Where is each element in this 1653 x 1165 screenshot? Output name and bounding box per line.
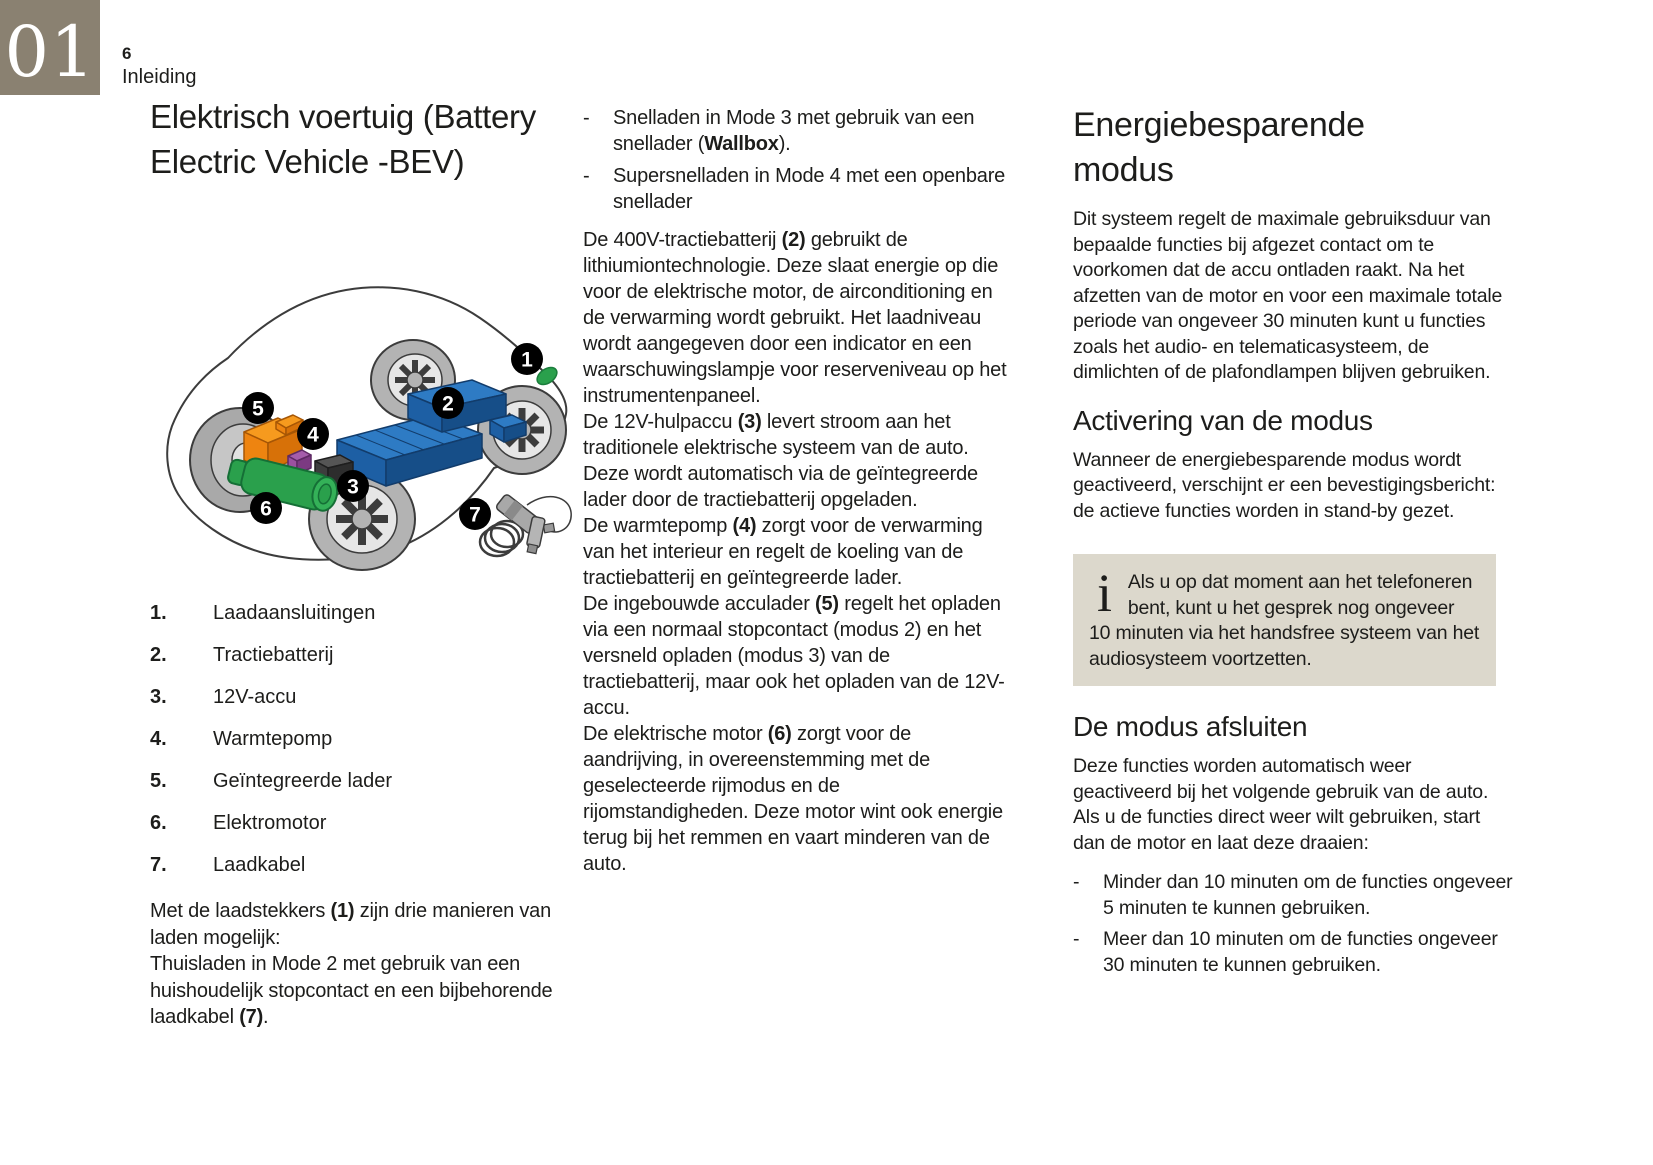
legend-number: 5. (150, 770, 167, 792)
bullet-dash: - (583, 165, 590, 187)
right-column (1073, 103, 1513, 984)
diagram-badge-4 (297, 418, 329, 450)
chapter-badge (0, 0, 100, 95)
bullet-dash: - (583, 107, 590, 129)
info-text: Als u op dat moment aan het telefoneren bent, kunt u het gesprek nog ongeveer 10 minuten via het handsfree systeem van het audiosysteem voortzetten. (1089, 571, 1480, 670)
bullet-dash: - (1073, 871, 1080, 893)
legend-row (150, 642, 585, 668)
legend-number: 2. (150, 644, 167, 666)
legend-row (150, 600, 585, 626)
paragraph: De elektrische motor (6) zorgt voor de aandrijving, in overeenstemming met de geselecteerde rijmodus en de rijomstandigheden. Deze motor wint ook energie terug bij het remmen en vaart minderen van de auto. (583, 723, 1003, 875)
diagram-badge-3 (337, 470, 369, 502)
legend-row (150, 684, 585, 710)
legend-label: Warmtepomp (213, 728, 333, 750)
list-item (1073, 870, 1513, 921)
exit-bullet-list (1073, 870, 1513, 978)
diagram-badge-7 (459, 498, 491, 530)
bullet-text: Snelladen in Mode 3 met gebruik van een snellader (Wallbox). (613, 107, 975, 155)
svg-text:6: 6 (260, 497, 272, 521)
chapter-number: 01 (4, 10, 96, 93)
list-item (583, 163, 1010, 215)
charging-cable-illustration (480, 493, 571, 556)
section-heading: Energiebesparende modus (1073, 106, 1365, 189)
legend-label: Laadaansluitingen (213, 602, 376, 624)
svg-text:3: 3 (347, 475, 359, 499)
legend-row (150, 810, 585, 836)
legend-number: 1. (150, 602, 167, 624)
legend-label: Geïntegreerde lader (213, 770, 393, 792)
activation-paragraph: Wanneer de energiebesparende modus wordt geactiveerd, verschijnt er een bevestigingsbericht: de actieve functies worden in stand-by gezet. (1073, 448, 1496, 522)
bullet-text: Meer dan 10 minuten om de functies ongeveer 30 minuten te kunnen gebruiken. (1103, 928, 1498, 976)
legend-label: 12V-accu (213, 686, 297, 708)
paragraph: De 400V-tractiebatterij (2) gebruikt de lithiumiontechnologie. Deze slaat energie op die voor de elektrische motor, de airconditioning en de verwarming wordt gebruikt. Het laadniveau wordt aangegeven door een indicator en een waarschuwingslampje voor reserveniveau op het instrumentenpaneel. (583, 229, 1007, 407)
bullet-dash: - (1073, 928, 1080, 950)
diagram-badge-5 (242, 392, 274, 424)
info-icon: i (1097, 563, 1112, 623)
section-intro: Dit systeem regelt de maximale gebruiksduur van bepaalde functies bij afgezet contact om te voorkomen dat de accu ontladen raakt. Na het afzetten van de motor en voor een maximale totale periode van ongeveer 30 minuten kunt u functies zoals het audio- en telematicasysteem, de dimlichten of de plafondlampen blijven gebruiken. (1073, 208, 1503, 383)
diagram-badge-1 (511, 343, 543, 375)
svg-text:7: 7 (469, 503, 481, 527)
exit-paragraph: Deze functies worden automatisch weer geactiveerd bij het volgende gebruik van de auto. Als u de functies direct weer wilt gebruiken, start dan de motor en laat deze draaien: (1073, 755, 1489, 854)
svg-text:2: 2 (442, 392, 454, 416)
paragraph: De 12V-hulpaccu (3) levert stroom aan het traditionele elektrische systeem van de auto. Deze wordt automatisch via de geïntegreerde lader door de tractiebatterij opgeladen. (583, 411, 978, 511)
legend-number: 3. (150, 686, 167, 708)
diagram-badge-6 (250, 492, 282, 524)
legend-number: 6. (150, 812, 167, 834)
legend-label: Laadkabel (213, 854, 306, 876)
legend-number: 7. (150, 854, 167, 876)
info-box (1073, 554, 1496, 686)
subsection-heading-activation: Activering van de modus (1073, 404, 1373, 436)
subsection-heading-exit: De modus afsluiten (1073, 711, 1308, 742)
component-descriptions (583, 227, 1010, 877)
legend-number: 4. (150, 728, 167, 750)
bullet-text: Minder dan 10 minuten om de functies ongeveer 5 minuten te kunnen gebruiken. (1103, 871, 1513, 919)
legend-label: Tractiebatterij (213, 644, 334, 666)
legend-row (150, 852, 585, 878)
middle-column (583, 105, 1010, 877)
vehicle-components-diagram (150, 262, 580, 572)
legend-row (150, 726, 585, 752)
diagram-badge-2 (432, 387, 464, 419)
page-number: 6 (122, 44, 132, 63)
list-item (583, 105, 1010, 157)
bullet-text: Supersnelladen in Mode 4 met een openbare snellader (613, 165, 1006, 213)
legend-row (150, 768, 585, 794)
svg-text:5: 5 (252, 397, 264, 421)
article-title: Elektrisch voertuig (Battery Electric Vehicle -BEV) (150, 98, 536, 180)
svg-text:1: 1 (521, 348, 533, 372)
svg-text:4: 4 (307, 423, 319, 447)
legend-label: Elektromotor (213, 812, 327, 834)
paragraph: De ingebouwde acculader (5) regelt het opladen via een normaal stopcontact (modus 2) en het versneld opladen (modus 3) van de tractiebatterij, maar ook het opladen van de 12V-accu. (583, 593, 1005, 719)
section-title: Inleiding (122, 66, 197, 88)
component-legend (150, 600, 585, 894)
charging-modes-paragraph: Met de laadstekkers (1) zijn drie manieren van laden mogelijk: Thuisladen in Mode 2 met gebruik van een huishoudelijk stopcontact en een bijbehorende laadkabel (7). (150, 900, 553, 1028)
paragraph: De warmtepomp (4) zorgt voor de verwarming van het interieur en regelt de koeling van de tractiebatterij en geïntegreerde lader. (583, 515, 983, 589)
list-item (1073, 927, 1513, 978)
